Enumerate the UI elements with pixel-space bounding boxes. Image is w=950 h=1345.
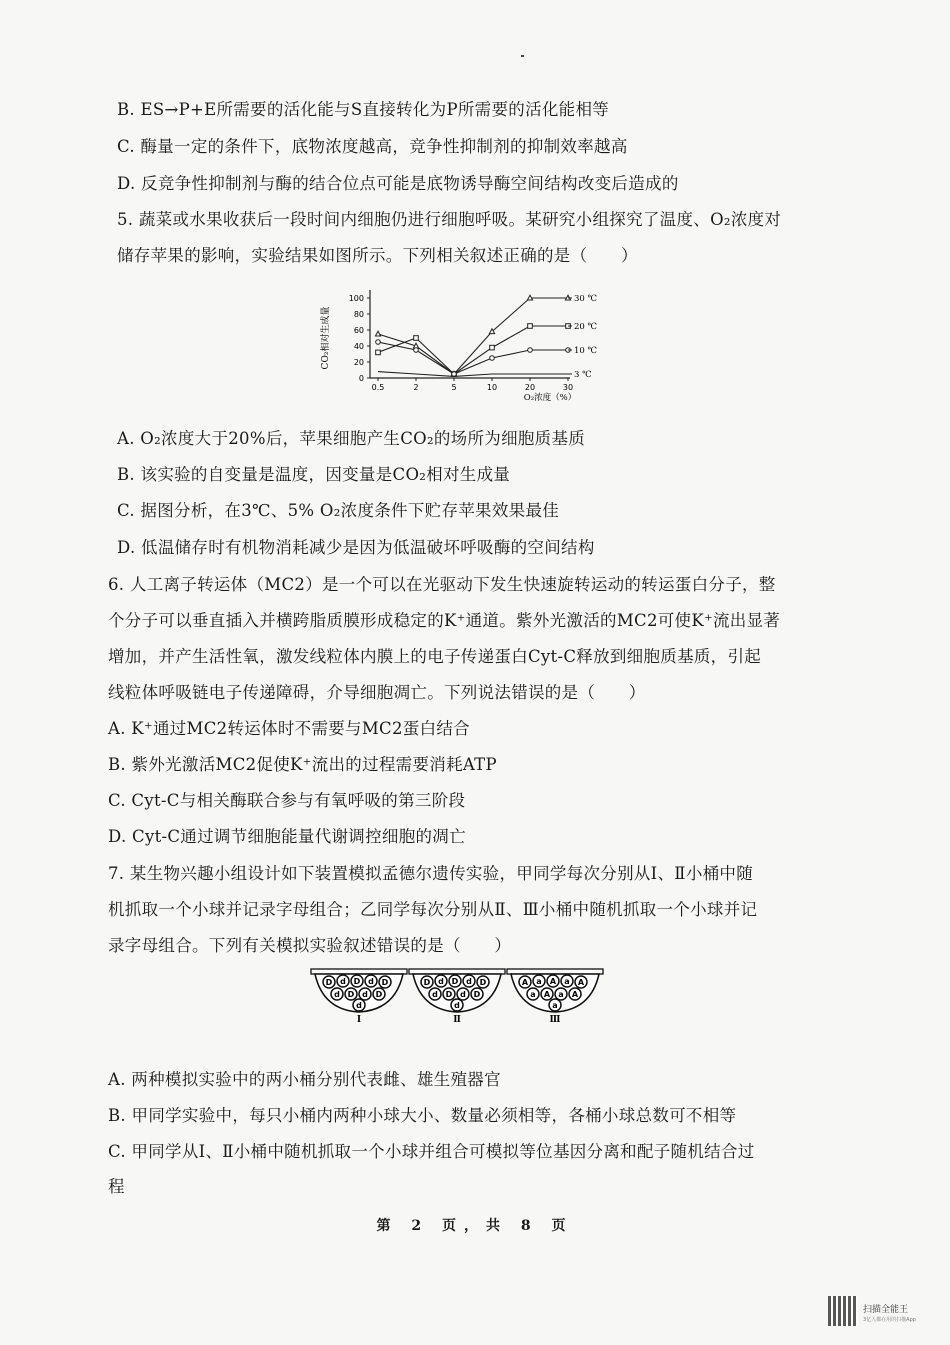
ball-label: D xyxy=(445,990,453,999)
data-point xyxy=(376,340,381,345)
y-tick-label: 0 xyxy=(358,374,364,383)
ball-label: d xyxy=(432,990,438,999)
q5-option-c: C. 据图分析，在3℃、5% O₂浓度条件下贮存苹果效果最佳 xyxy=(117,501,560,520)
ball-label: a xyxy=(552,1001,558,1010)
series-label: 10 ℃ xyxy=(574,346,598,356)
data-point xyxy=(414,348,419,353)
q4-option-d: D. 反竞争性抑制剂与酶的结合位点可能是底物诱导酶空间结构改变后造成的 xyxy=(117,174,679,193)
data-point xyxy=(376,350,381,355)
q6-stem-3: 增加，并产生活性氧，激发线粒体内膜上的电子传递蛋白Cyt-C释放到细胞质基质，引起 xyxy=(108,647,762,666)
bucket-2 xyxy=(409,969,505,1023)
x-tick-label: 5 xyxy=(451,383,457,392)
watermark-text: 扫描全能王 xyxy=(863,1305,909,1315)
data-point xyxy=(490,345,495,350)
q7-option-b: B. 甲同学实验中，每只小桶内两种小球大小、数量必须相等，各桶小球总数可不相等 xyxy=(108,1106,737,1125)
x-tick-label: 20 xyxy=(524,383,536,392)
ball-label: A xyxy=(521,978,529,987)
ball-label: d xyxy=(460,990,466,999)
series-line xyxy=(378,342,568,374)
ball-label: a xyxy=(564,977,570,986)
y-tick-label: 100 xyxy=(348,294,364,303)
q5-stem-2: 储存苹果的影响，实验结果如图所示。下列相关叙述正确的是（ ） xyxy=(117,246,638,265)
q6-option-d: D. Cyt-C通过调节细胞能量代谢调控细胞的凋亡 xyxy=(108,827,466,846)
ball-label: D xyxy=(479,978,487,987)
q7-option-c: C. 甲同学从Ⅰ、Ⅱ小桶中随机抓取一个小球并组合可模拟等位基因分离和配子随机结合过 xyxy=(108,1142,755,1161)
camscanner-watermark xyxy=(828,1296,938,1328)
bucket-label: Ⅲ xyxy=(549,1015,561,1023)
data-point xyxy=(490,356,495,361)
ball-label: D xyxy=(451,977,459,986)
q7-stem-2: 机抓取一个小球并记录字母组合；乙同学每次分别从Ⅱ、Ⅲ小桶中随机抓取一个小球并记 xyxy=(108,900,758,919)
data-point xyxy=(452,372,457,377)
y-tick-label: 80 xyxy=(353,310,364,319)
ball-label: D xyxy=(325,978,333,987)
data-point xyxy=(414,336,419,341)
q6-option-c: C. Cyt-C与相关酶联合参与有氧呼吸的第三阶段 xyxy=(108,791,466,810)
ball-label: A xyxy=(549,977,557,986)
ball-label: d xyxy=(340,977,346,986)
q5-option-d: D. 低温储存时有机物消耗减少是因为低温破坏呼吸酶的空间结构 xyxy=(117,538,595,557)
q7-option-a: A. 两种模拟实验中的两小桶分别代表雌、雄生殖器官 xyxy=(108,1070,501,1089)
x-tick-label: 0.5 xyxy=(371,383,385,392)
ball-label: a xyxy=(558,990,564,999)
q7-stem-1: 7. 某生物兴趣小组设计如下装置模拟孟德尔遗传实验，甲同学每次分别从Ⅰ、Ⅱ小桶中随 xyxy=(108,864,754,883)
x-tick-label: 10 xyxy=(486,383,498,392)
q6-stem-1: 6. 人工离子转运体（MC2）是一个可以在光驱动下发生快速旋转运动的转运蛋白分子，整 xyxy=(108,575,776,594)
ball-label: D xyxy=(473,990,481,999)
ball-label: A xyxy=(543,990,551,999)
q5-stem-1: 5. 蔬菜或水果收获后一段时间内细胞仍进行细胞呼吸。某研究小组探究了温度、O₂浓度对 xyxy=(117,210,782,229)
y-axis-label: CO₂相对生成量 xyxy=(321,306,331,370)
ball-label: d xyxy=(362,990,368,999)
ball-label: d xyxy=(454,1001,460,1010)
q5-option-b: B. 该实验的自变量是温度，因变量是CO₂相对生成量 xyxy=(117,465,511,484)
bucket-label: Ⅱ xyxy=(453,1015,461,1023)
ball-label: D xyxy=(353,977,361,986)
y-tick-label: 60 xyxy=(353,326,364,335)
qr-code-icon xyxy=(828,1296,858,1326)
q7-option-c-cont: 程 xyxy=(108,1177,125,1196)
watermark-subtext: 3亿人都在用的扫描App xyxy=(863,1317,916,1323)
bucket-1 xyxy=(311,969,407,1023)
q6-option-b: B. 紫外光激活MC2促使K⁺流出的过程需要消耗ATP xyxy=(108,755,497,774)
series-label: 30 ℃ xyxy=(574,294,598,304)
series-label: 20 ℃ xyxy=(574,322,598,332)
scan-speck xyxy=(521,55,524,57)
data-point xyxy=(527,295,532,300)
ball-label: A xyxy=(571,990,579,999)
x-tick-label: 30 xyxy=(562,383,574,392)
ball-label: d xyxy=(356,1001,362,1010)
ball-label: D xyxy=(375,990,383,999)
x-tick-label: 2 xyxy=(413,383,419,392)
page-footer: 第 2 页，共 8 页 xyxy=(376,1218,574,1234)
series-line xyxy=(378,298,568,374)
ball-label: a xyxy=(530,990,536,999)
q6-option-a: A. K⁺通过MC2转运体时不需要与MC2蛋白结合 xyxy=(108,719,470,738)
x-axis-label: O₂浓度（%） xyxy=(523,393,577,403)
ball-label: D xyxy=(381,978,389,987)
q4-option-c: C. 酶量一定的条件下，底物浓度越高，竞争性抑制剂的抑制效率越高 xyxy=(117,137,628,156)
y-tick-label: 20 xyxy=(353,358,364,367)
data-point xyxy=(528,348,533,353)
data-point xyxy=(375,331,380,336)
bucket-label: Ⅰ xyxy=(356,1015,362,1023)
ball-label: D xyxy=(423,978,431,987)
bucket-figure xyxy=(305,968,615,1023)
q6-stem-4: 线粒体呼吸链电子传递障碍，介导细胞凋亡。下列说法错误的是（ ） xyxy=(108,683,646,702)
series-label: 3 ℃ xyxy=(574,370,592,380)
ball-label: d xyxy=(466,977,472,986)
q5-option-a: A. O₂浓度大于20%后，苹果细胞产生CO₂的场所为细胞质基质 xyxy=(117,429,586,448)
data-point xyxy=(528,324,533,329)
q7-stem-3: 录字母组合。下列有关模拟实验叙述错误的是（ ） xyxy=(108,936,512,955)
series-line xyxy=(378,372,568,377)
ball-label: a xyxy=(536,977,542,986)
ball-label: A xyxy=(577,978,585,987)
y-tick-label: 40 xyxy=(353,342,364,351)
ball-label: d xyxy=(438,977,444,986)
ball-label: d xyxy=(368,977,374,986)
ball-label: d xyxy=(334,990,340,999)
bucket-3 xyxy=(507,969,603,1023)
o2-co2-chart xyxy=(318,282,618,404)
q4-option-b: B. ES→P+E所需要的活化能与S直接转化为P所需要的活化能相等 xyxy=(117,100,610,119)
ball-label: D xyxy=(347,990,355,999)
q6-stem-2: 个分子可以垂直插入并横跨脂质膜形成稳定的K⁺通道。紫外光激活的MC2可使K⁺流出显著 xyxy=(108,611,781,630)
